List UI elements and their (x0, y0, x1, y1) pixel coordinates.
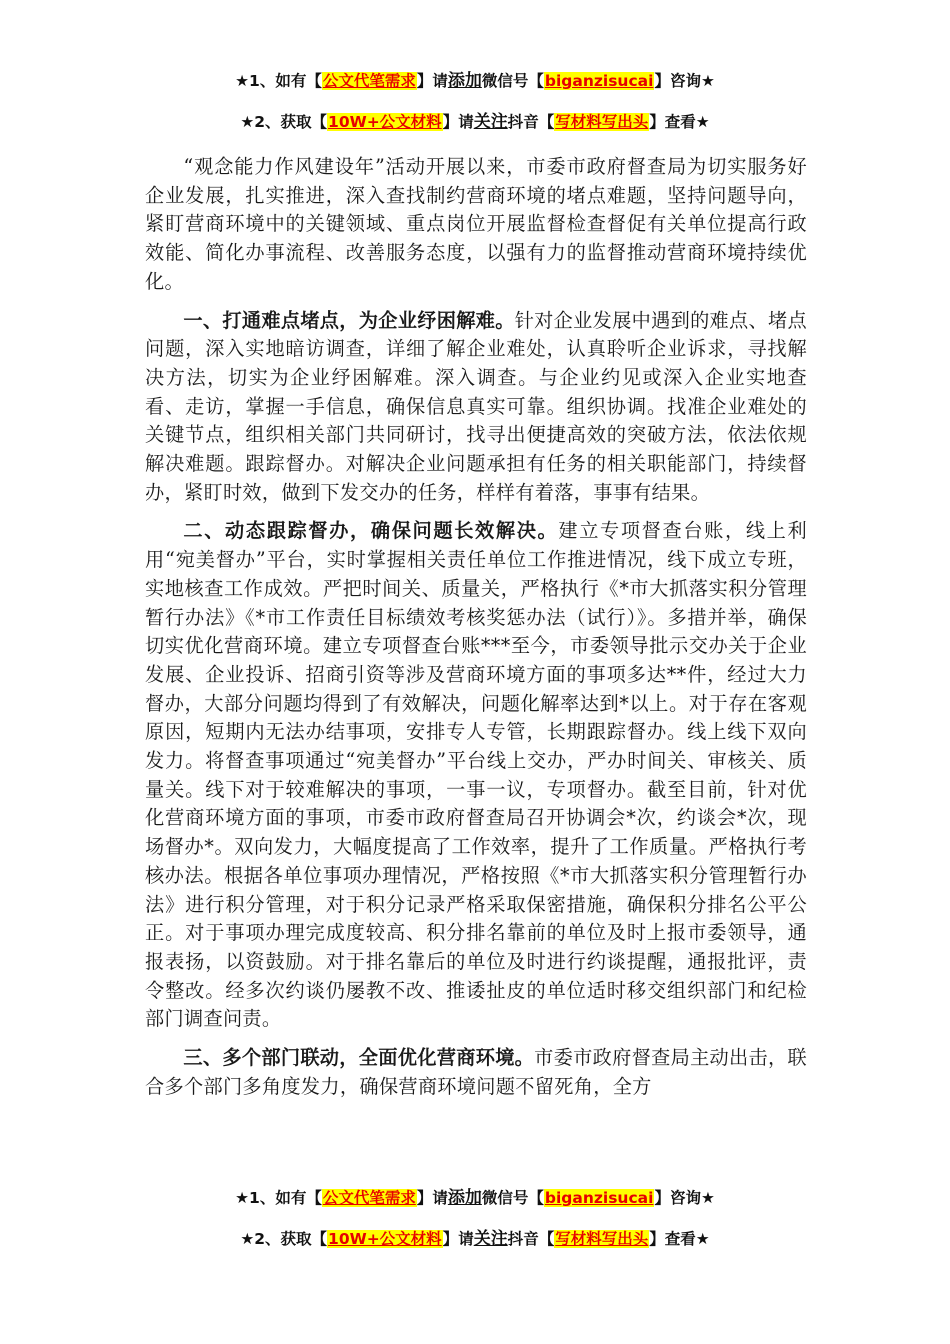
section-heading: 三、多个部门联动，全面优化营商环境。 (183, 1046, 535, 1070)
paragraph-section-2 (145, 517, 807, 1034)
highlight-service: 公文代笔需求 (322, 72, 416, 90)
banner-text: 抖音【 (507, 113, 555, 131)
paragraph-text: 针对企业发展中遇到的难点、堵点问题，深入实地暗访调查，详细了解企业难处，认真聆听企业诉求，寻找解决方法，切实为企业纾困解难。深入调查。与企业约见或深入企业实地查看、走访，掌握一手信息，确保信息真实可靠。组织协调。找准企业难处的关键节点，组织相关部门共同研讨，找寻出便捷高效的突破方法，依法依规解决难题。跟踪督办。对解决企业问题承担有任务的相关职能部门，持续督办，紧盯时效，做到下发交办的任务，样样有着落，事事有结果。 (145, 308, 807, 504)
banner-text: 】请 (442, 1230, 474, 1248)
banner-text: 】请 (416, 72, 448, 90)
highlight-wechat-id: biganzisucai (544, 1189, 654, 1207)
section-heading: 二、动态跟踪督办，确保问题长效解决。 (183, 519, 559, 543)
promo-banner-top-line2 (0, 111, 950, 133)
promo-banner-bottom-line1 (0, 1187, 950, 1209)
banner-text: ★2、获取【 (240, 1230, 328, 1248)
paragraph-text: 市委市政府督查局主动出击，联合多个部门多角度发力，确保营商环境问题不留死角，全方 (145, 1046, 807, 1098)
section-heading: 一、打通难点堵点，为企业纾困解难。 (183, 308, 515, 332)
promo-banner-top-line1 (0, 70, 950, 92)
banner-text: 】咨询★ (654, 1189, 715, 1207)
banner-text: 微信号【 (481, 1189, 544, 1207)
banner-text: ★1、如有【 (235, 1189, 322, 1207)
banner-text: ★1、如有【 (235, 72, 322, 90)
paragraph-text: “观念能力作风建设年”活动开展以来，市委市政府督查局为切实服务好企业发展，扎实推进，深入查找制约营商环境的堵点难题，坚持问题导向，紧盯营商环境中的关键领域、重点岗位开展监督检查督促有关单位提高行政效能、简化办事流程、改善服务态度，以强有力的监督推动营商环境持续优化。 (145, 155, 807, 293)
highlight-wechat-id: biganzisucai (544, 72, 654, 90)
underlined-word: 关注 (473, 112, 508, 132)
promo-banner-bottom-line2 (0, 1228, 950, 1250)
highlight-materials: 10W+公文材料 (328, 1230, 442, 1248)
document-body (145, 153, 807, 1102)
paragraph-text: 建立专项督查台账，线上利用“宛美督办”平台，实时掌握相关责任单位工作推进情况，线下成立专班，实地核查工作成效。严把时间关、质量关，严格执行《*市大抓落实积分管理暂行办法》《*市工作责任目标绩效考核奖惩办法（试行）》。多措并举，确保切实优化营商环境。建立专项督查台账***至今，市委领导批示交办关于企业发展、企业投诉、招商引资等涉及营商环境方面的事项多达**件，经过大力督办，大部分问题均得到了有效解决，问题化解率达到*以上。对于存在客观原因，短期内无法办结事项，安排专人专管，长期跟踪督办。线上线下双向发力。将督查事项通过“宛美督办”平台线上交办，严办时间关、审核关、质量关。线下对于较难解决的事项，一事一议，专项督办。截至目前，针对优化营商环境方面的事项，市委市政府督查局召开协调会*次，约谈会*次，现场督办*。双向发力，大幅度提高了工作效率，提升了工作质量。严格执行考核办法。根据各单位事项办理情况，严格按照《*市大抓落实积分管理暂行办法》进行积分管理，对于积分记录严格采取保密措施，确保积分排名公平公正。对于事项办理完成度较高、积分排名靠前的单位及时上报市委领导，通报表扬，以资鼓励。对于排名靠后的单位及时进行约谈提醒，通报批评，责令整改。经多次约谈仍屡教不改、推诿扯皮的单位适时移交组织部门和纪检部门调查问责。 (145, 519, 807, 1031)
highlight-service: 公文代笔需求 (322, 1189, 416, 1207)
banner-text: 】查看★ (649, 1230, 710, 1248)
banner-text: 抖音【 (507, 1230, 555, 1248)
highlight-materials: 10W+公文材料 (328, 113, 442, 131)
banner-text: 微信号【 (481, 72, 544, 90)
paragraph-section-1 (145, 307, 807, 508)
paragraph-section-3 (145, 1044, 807, 1101)
banner-text: 】请 (416, 1189, 448, 1207)
highlight-douyin-account: 写材料写出头 (555, 113, 649, 131)
banner-text: 】请 (442, 113, 474, 131)
banner-text: 】咨询★ (654, 72, 715, 90)
highlight-douyin-account: 写材料写出头 (555, 1230, 649, 1248)
paragraph-intro (145, 153, 807, 297)
banner-text: ★2、获取【 (240, 113, 328, 131)
underlined-word: 添加 (447, 1188, 482, 1208)
underlined-word: 关注 (473, 1229, 508, 1249)
underlined-word: 添加 (447, 71, 482, 91)
banner-text: 】查看★ (649, 113, 710, 131)
